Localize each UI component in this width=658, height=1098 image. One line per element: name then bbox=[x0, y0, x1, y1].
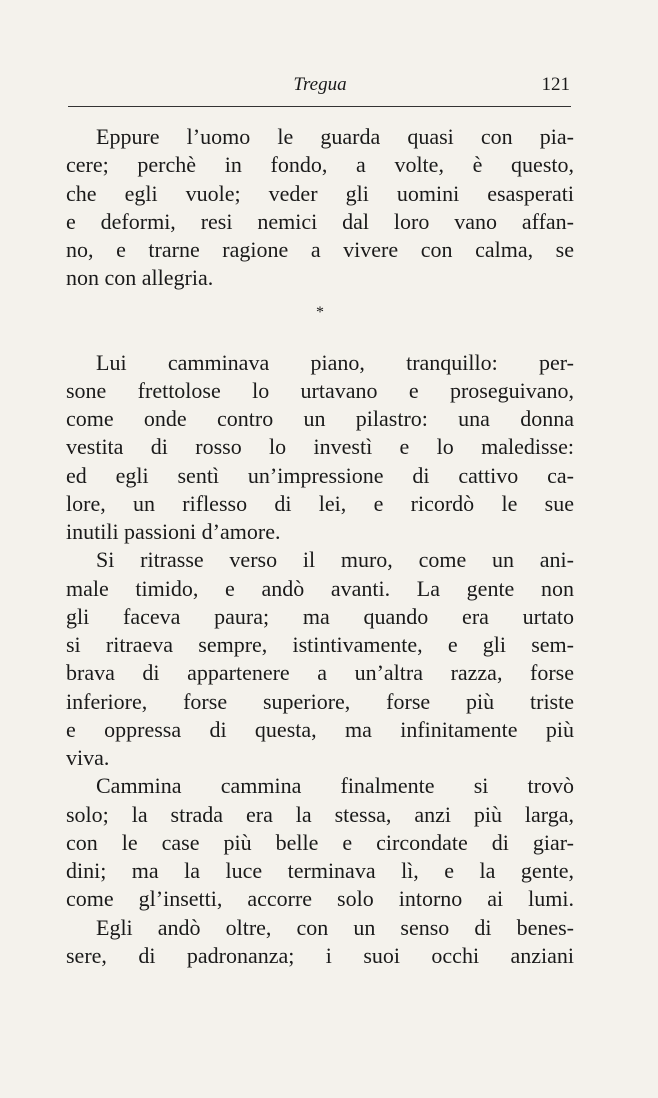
text-line: lore, un riflesso di lei, e ricordò le sue bbox=[66, 490, 574, 516]
running-title: Tregua bbox=[293, 74, 347, 95]
text-line: gli faceva paura; ma quando era urtato bbox=[66, 603, 574, 629]
paragraph-5 bbox=[66, 914, 574, 971]
text-line: che egli vuole; veder gli uomini esasperati bbox=[66, 180, 574, 206]
text-line: male timido, e andò avanti. La gente non bbox=[66, 575, 574, 601]
text-line: cere; perchè in fondo, a volte, è questo, bbox=[66, 152, 574, 178]
text-line: e deformi, resi nemici dal loro vano affan- bbox=[66, 208, 574, 234]
section-separator: * bbox=[316, 303, 324, 321]
body-text bbox=[66, 123, 574, 970]
text-line: sone frettolose lo urtavano e proseguivano, bbox=[66, 377, 574, 403]
text-line: Egli andò oltre, con un senso di benes- bbox=[96, 914, 574, 940]
paragraph-2 bbox=[66, 349, 574, 547]
page-number: 121 bbox=[541, 74, 570, 95]
text-line: si ritraeva sempre, istintivamente, e gli sem- bbox=[66, 632, 574, 657]
text-line: inutili passioni d’amore. bbox=[66, 519, 281, 544]
text-line: dini; ma la luce terminava lì, e la gente, bbox=[66, 858, 574, 883]
text-line: Cammina cammina finalmente si trovò bbox=[96, 773, 574, 799]
running-head bbox=[70, 74, 570, 102]
paragraph-4 bbox=[66, 772, 574, 913]
text-line: ed egli sentì un’impressione di cattivo ca- bbox=[66, 462, 574, 488]
text-line: vestita di rosso lo investì e lo maledisse: bbox=[66, 434, 574, 460]
header-rule bbox=[68, 106, 571, 107]
text-line: come gl’insetti, accorre solo intorno ai lumi. bbox=[66, 886, 574, 912]
text-line: come onde contro un pilastro: una donna bbox=[66, 406, 574, 431]
text-line: con le case più belle e circondate di giar- bbox=[66, 829, 574, 855]
paragraph-1 bbox=[66, 123, 574, 293]
text-line: Eppure l’uomo le guarda quasi con pia- bbox=[96, 124, 574, 149]
text-line: brava di appartenere a un’altra razza, forse bbox=[66, 660, 574, 686]
text-line: solo; la strada era la stessa, anzi più larga, bbox=[66, 801, 574, 827]
text-line: inferiore, forse superiore, forse più triste bbox=[66, 688, 574, 714]
text-line: no, e trarne ragione a vivere con calma, se bbox=[66, 237, 574, 262]
text-line: Si ritrasse verso il muro, come un ani- bbox=[96, 547, 574, 573]
text-line: viva. bbox=[66, 745, 110, 770]
text-line: sere, di padronanza; i suoi occhi anziani bbox=[66, 942, 574, 968]
text-line: non con allegria. bbox=[66, 265, 214, 291]
text-line: Lui camminava piano, tranquillo: per- bbox=[96, 349, 574, 375]
text-line: e oppressa di questa, ma infinitamente più bbox=[66, 716, 574, 742]
paragraph-3 bbox=[66, 546, 574, 772]
